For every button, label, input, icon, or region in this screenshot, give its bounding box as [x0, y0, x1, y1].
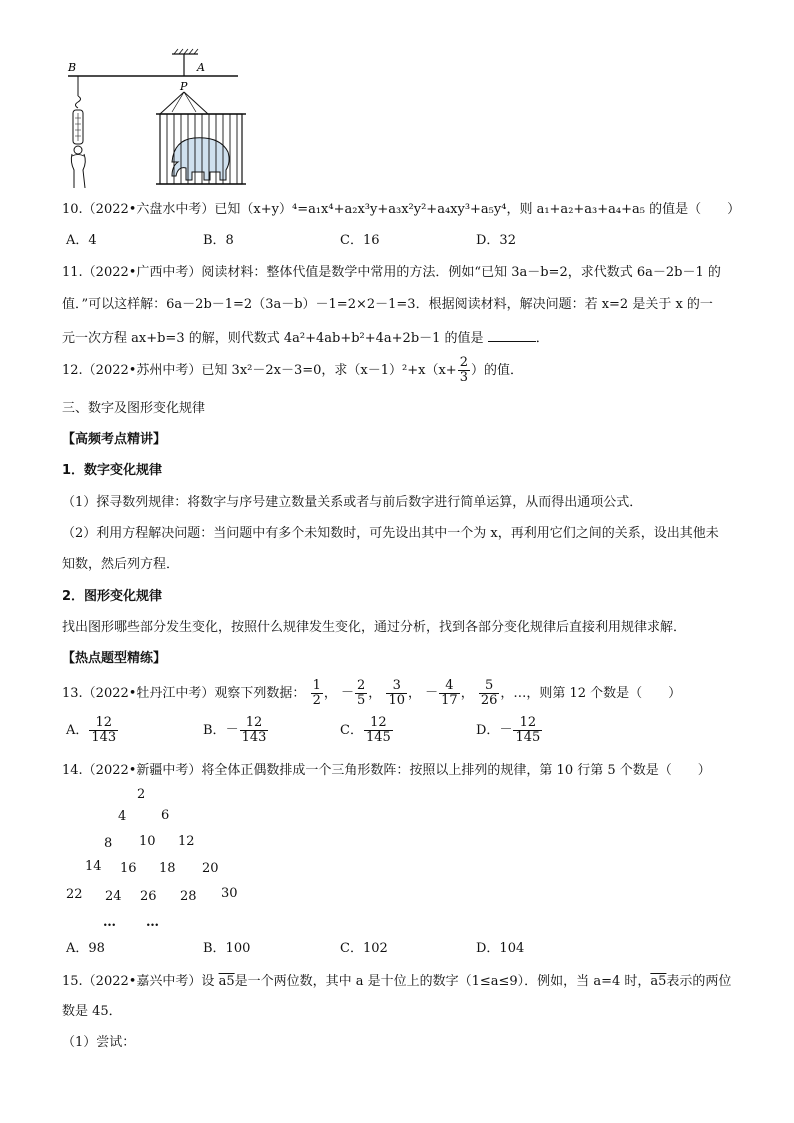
triangle-cell: 18 [159, 861, 176, 876]
q13-frac-3 [385, 678, 408, 708]
frac-sign: － [341, 685, 355, 701]
q10-option-a: A．4 [66, 233, 97, 248]
frac-num: 4 [439, 679, 460, 694]
triangle-cell: 26 [140, 889, 157, 904]
q10-option-d: D．32 [476, 233, 516, 248]
heading-figure-pattern: 2．图形变化规律 [62, 589, 163, 604]
option-label: B． [203, 723, 226, 738]
answer-blank[interactable] [488, 329, 536, 342]
q15-text-a: 15.（2022•嘉兴中考）设 [62, 974, 219, 989]
frac-num: 12 [89, 716, 118, 731]
frac-den: 143 [241, 730, 267, 745]
q13-option-c [340, 716, 394, 745]
q12-prefix: 12.（2022•苏州中考）已知 3x²－2x－3=0，求（x－1）²+x（x+ [62, 363, 457, 378]
q13-frac-1 [310, 678, 324, 708]
triangle-cell: 24 [105, 889, 122, 904]
cage [156, 92, 246, 184]
triangle-cell: 30 [221, 886, 238, 901]
q12-stem [62, 356, 523, 385]
spring-balance [71, 76, 85, 188]
q13-option-d [476, 716, 543, 745]
frac-den: 145 [515, 730, 541, 745]
q12-fraction [458, 356, 470, 385]
option-label: C． [340, 723, 363, 738]
frac-den: 26 [480, 693, 498, 708]
q15-line2: 数是 45． [62, 1004, 122, 1019]
label-a: A [197, 61, 205, 74]
label-b: B [68, 61, 77, 74]
q14-option-c: C．102 [340, 941, 388, 956]
q13-frac-2 [341, 678, 368, 708]
section-title: 三、数字及图形变化规律 [62, 401, 206, 416]
lever-elephant-figure [60, 40, 260, 190]
para-2a: （2）利用方程解决问题：当问题中有多个未知数时，可先设出其中一个为 x，再利用它们之间的关系，设出其他未 [62, 526, 719, 541]
q11-line3-text: 元一次方程 ax+b=3 的解，则代数式 4a²+4ab+b²+4a+2b－1 的值是 [62, 331, 488, 346]
triangle-dots: … [103, 915, 116, 930]
triangle-cell: 4 [118, 809, 127, 824]
q11-line1: 11.（2022•广西中考）阅读材料：整体代值是数学中常用的方法．例如“已知 3a－b=2，求代数式 6a－2b－1 的 [62, 265, 721, 280]
frac-den: 143 [91, 730, 117, 745]
q11-line3-end: ． [535, 331, 549, 346]
q15-text-b: 是一个两位数，其中 a 是十位上的数字（1≤a≤9）．例如，当 a=4 时， [234, 974, 651, 989]
q14-option-a: A．98 [66, 941, 105, 956]
frac-den: 10 [388, 693, 405, 708]
triangle-cell: 12 [178, 834, 195, 849]
para-1: （1）探寻数列规律：将数字与序号建立数量关系或者与前后数字进行简单运算，从而得出通项公式． [62, 495, 643, 510]
frac-num: 12 [513, 716, 542, 731]
frac-sign: － [499, 722, 513, 738]
q14-stem: 14.（2022•新疆中考）将全体正偶数排成一个三角形数阵：按照以上排列的规律，第 10 行第 5 个数是（ ） [62, 763, 711, 778]
frac-num: 12 [364, 716, 393, 731]
triangle-cell: 22 [66, 887, 83, 902]
q11-line2: 值．”可以这样解：6a－2b－1=2（3a－b）－1=2×2－1=3．根据阅读材料，解决问题：若 x=2 是关于 x 的一 [62, 297, 713, 312]
q10-option-b: B．8 [203, 233, 234, 248]
frac-num: 2 [459, 355, 468, 370]
triangle-cell: 20 [202, 861, 219, 876]
triangle-cell: 6 [161, 808, 170, 823]
triangle-dots: … [146, 915, 159, 930]
triangle-cell: 28 [180, 889, 197, 904]
heading-number-pattern: 1．数字变化规律 [62, 463, 163, 478]
subsection-hot-topics: 【热点题型精练】 [62, 651, 167, 666]
frac-num: 1 [312, 678, 321, 693]
triangle-cell: 2 [137, 787, 146, 802]
frac-den: 145 [365, 730, 391, 745]
triangle-cell: 10 [139, 834, 156, 849]
frac-num: 3 [386, 679, 407, 694]
frac-num: 2 [357, 678, 366, 693]
q15-text-c: 表示的两位 [666, 974, 732, 989]
q10-stem: 10.（2022•六盘水中考）已知（x+y）⁴=a₁x⁴+a₂x³y+a₃x²y²+a₄xy³+a₅y⁴，则 a₁+a₂+a₃+a₄+a₅ 的值是（ ） [62, 202, 741, 217]
q14-option-b: B．100 [203, 941, 251, 956]
overline-number: a5 [218, 974, 235, 989]
triangle-cell: 8 [104, 836, 113, 851]
para-2b: 知数，然后列方程． [62, 557, 180, 572]
triangle-cell: 16 [120, 861, 137, 876]
q13-frac-4 [425, 678, 461, 708]
q13-stem: 13.（2022•牡丹江中考）观察下列数据： $\frac{1}{2}$ ， － $\frac{2}{5}$ ， $\frac{3}{10}$ ， － $\frac{4}{17}$ ， $\frac{5}{26}$ ，…，则第 12 个数是（ ） [62, 678, 682, 708]
q13-suffix: ，…，则第 12 个数是（ ） [500, 686, 682, 701]
subsection-high-freq: 【高频考点精讲】 [62, 432, 167, 447]
frac-num: 5 [479, 679, 500, 694]
frac-den: 2 [312, 693, 321, 708]
frac-num: 12 [240, 716, 269, 731]
q15-line1 [62, 973, 731, 991]
q11-line3 [62, 329, 549, 348]
q10-option-c: C．16 [340, 233, 380, 248]
triangle-cell: 14 [85, 859, 102, 874]
overline-number: a5 [650, 974, 667, 989]
label-p: P [180, 80, 188, 93]
ceiling-support [172, 49, 198, 76]
frac-den: 17 [441, 693, 458, 708]
option-label: D． [476, 723, 500, 738]
frac-sign: － [425, 685, 439, 701]
q13-option-b [203, 716, 269, 745]
para-3: 找出图形哪些部分发生变化，按照什么规律发生变化，通过分析，找到各部分变化规律后直接利用规律求解． [62, 620, 687, 635]
q15-line3: （1）尝试： [62, 1035, 136, 1050]
frac-den: 5 [357, 693, 366, 708]
q14-option-d: D．104 [476, 941, 525, 956]
frac-sign: － [225, 722, 239, 738]
q12-suffix: ）的值． [470, 363, 523, 378]
q13-prefix: 13.（2022•牡丹江中考）观察下列数据： [62, 686, 306, 701]
option-label: A． [66, 723, 89, 738]
frac-den: 3 [459, 370, 468, 385]
q13-frac-5 [478, 678, 501, 708]
q13-option-a [66, 716, 119, 745]
